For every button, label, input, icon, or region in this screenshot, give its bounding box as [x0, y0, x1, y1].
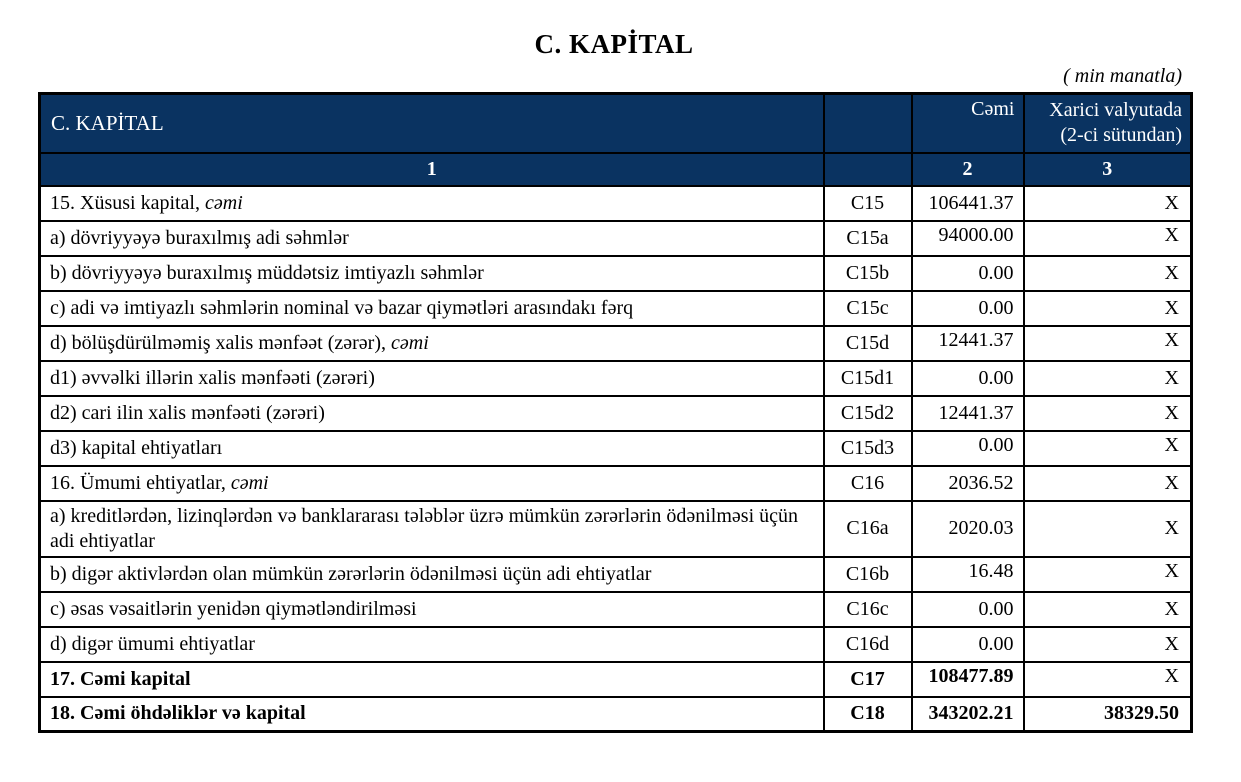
row-label-text: c) adi və imtiyazlı səhmlərin nominal və bazar qiymətləri arasındakı fərq	[50, 296, 634, 319]
row-total-value: 2036.52	[912, 466, 1024, 501]
table-row	[40, 466, 1192, 501]
row-label	[40, 221, 824, 256]
row-label-text: a) dövriyyəyə buraxılmış adi səhmlər	[50, 226, 349, 249]
row-code: C15d	[824, 326, 912, 361]
row-code: C17	[824, 662, 912, 697]
row-total-value: 108477.89	[912, 662, 1024, 697]
row-label-text: d1) əvvəlki illərin xalis mənfəəti (zərəri)	[50, 366, 375, 389]
row-code: C18	[824, 697, 912, 732]
column-number-3: 3	[1024, 153, 1192, 186]
table-row	[40, 221, 1192, 256]
column-number-1: 1	[40, 153, 824, 186]
header-section-title: C. KAPİTAL	[40, 94, 824, 153]
row-code: C15b	[824, 256, 912, 291]
row-foreign-value: X	[1024, 326, 1192, 361]
row-label-italic-text: cəmi	[391, 331, 429, 354]
row-label-text: 17. Cəmi kapital	[50, 667, 191, 690]
row-foreign-value: X	[1024, 501, 1192, 557]
row-foreign-value: X	[1024, 396, 1192, 431]
table-row	[40, 431, 1192, 466]
row-code: C15a	[824, 221, 912, 256]
header-foreign-label	[1024, 94, 1192, 153]
row-label-text: d) digər ümumi ehtiyatlar	[50, 632, 255, 655]
header-foreign-line2: (2-ci sütundan)	[1060, 124, 1182, 146]
row-code: C15d3	[824, 431, 912, 466]
row-label-text: b) dövriyyəyə buraxılmış müddətsiz imtiyazlı səhmlər	[50, 261, 484, 284]
row-foreign-value: X	[1024, 592, 1192, 627]
row-label-text: 16. Ümumi ehtiyatlar,	[50, 471, 231, 494]
row-label	[40, 396, 824, 431]
row-foreign-value: X	[1024, 361, 1192, 396]
table-row	[40, 501, 1192, 557]
row-total-value: 16.48	[912, 557, 1024, 592]
table-row	[40, 662, 1192, 697]
table-row	[40, 291, 1192, 326]
row-label	[40, 592, 824, 627]
row-label-text: a) kreditlərdən, lizinqlərdən və banklararası tələblər üzrə mümkün zərərlərin ödənilməsi üçün adi ehtiyatlar	[50, 504, 799, 552]
row-foreign-value: X	[1024, 466, 1192, 501]
row-total-value: 0.00	[912, 431, 1024, 466]
report-section	[38, 0, 1190, 733]
row-code: C16	[824, 466, 912, 501]
row-code: C16a	[824, 501, 912, 557]
row-total-value: 12441.37	[912, 396, 1024, 431]
row-total-value: 343202.21	[912, 697, 1024, 732]
header-foreign-line1: Xarici valyutada	[1049, 99, 1182, 121]
table-row	[40, 326, 1192, 361]
row-foreign-value: X	[1024, 291, 1192, 326]
row-foreign-value: X	[1024, 221, 1192, 256]
column-number-row	[40, 153, 1192, 186]
row-label-text: d) bölüşdürülməmiş xalis mənfəət (zərər),	[50, 331, 391, 354]
column-number-2: 2	[912, 153, 1024, 186]
row-foreign-value: 38329.50	[1024, 697, 1192, 732]
row-label	[40, 361, 824, 396]
row-foreign-value: X	[1024, 256, 1192, 291]
row-label	[40, 326, 824, 361]
row-total-value: 2020.03	[912, 501, 1024, 557]
row-label-italic-text: cəmi	[205, 191, 243, 214]
row-total-value: 106441.37	[912, 186, 1024, 221]
page-title: C. KAPİTAL	[534, 29, 694, 59]
table-row	[40, 186, 1192, 221]
row-label-text: 18. Cəmi öhdəliklər və kapital	[50, 702, 306, 725]
row-label	[40, 431, 824, 466]
unit-note: ( min manatla)	[1063, 65, 1182, 87]
row-foreign-value: X	[1024, 557, 1192, 592]
row-label	[40, 186, 824, 221]
row-label	[40, 466, 824, 501]
row-code: C15d2	[824, 396, 912, 431]
table-row	[40, 396, 1192, 431]
row-total-value: 0.00	[912, 361, 1024, 396]
row-label	[40, 256, 824, 291]
row-total-value: 0.00	[912, 627, 1024, 662]
table-header-row	[40, 94, 1192, 153]
row-foreign-value: X	[1024, 431, 1192, 466]
table-row	[40, 627, 1192, 662]
row-total-value: 12441.37	[912, 326, 1024, 361]
row-label	[40, 557, 824, 592]
row-label	[40, 662, 824, 697]
row-foreign-value: X	[1024, 627, 1192, 662]
row-code: C16c	[824, 592, 912, 627]
row-label	[40, 697, 824, 732]
table-body	[40, 186, 1192, 732]
table-row	[40, 592, 1192, 627]
table-row	[40, 697, 1192, 732]
row-code: C15	[824, 186, 912, 221]
row-label	[40, 291, 824, 326]
row-total-value: 0.00	[912, 592, 1024, 627]
row-label	[40, 627, 824, 662]
table-row	[40, 557, 1192, 592]
row-code: C16d	[824, 627, 912, 662]
capital-table	[38, 92, 1193, 733]
row-total-value: 0.00	[912, 291, 1024, 326]
header-total-label: Cəmi	[912, 94, 1024, 153]
row-label	[40, 501, 824, 557]
row-label-text: 15. Xüsusi kapital,	[50, 191, 205, 214]
row-total-value: 0.00	[912, 256, 1024, 291]
row-label-text: b) digər aktivlərdən olan mümkün zərərlərin ödənilməsi üçün adi ehtiyatlar	[50, 562, 652, 585]
row-label-italic-text: cəmi	[230, 471, 269, 494]
table-row	[40, 361, 1192, 396]
row-code: C15d1	[824, 361, 912, 396]
row-label-text: d3) kapital ehtiyatları	[50, 436, 223, 459]
column-number-code	[824, 153, 912, 186]
row-code: C15c	[824, 291, 912, 326]
row-foreign-value: X	[1024, 662, 1192, 697]
row-foreign-value: X	[1024, 186, 1192, 221]
header-code-cell	[824, 94, 912, 153]
row-code: C16b	[824, 557, 912, 592]
row-total-value: 94000.00	[912, 221, 1024, 256]
table-row	[40, 256, 1192, 291]
row-label-text: d2) cari ilin xalis mənfəəti (zərəri)	[50, 401, 325, 424]
row-label-text: c) əsas vəsaitlərin yenidən qiymətləndirilməsi	[50, 597, 417, 620]
